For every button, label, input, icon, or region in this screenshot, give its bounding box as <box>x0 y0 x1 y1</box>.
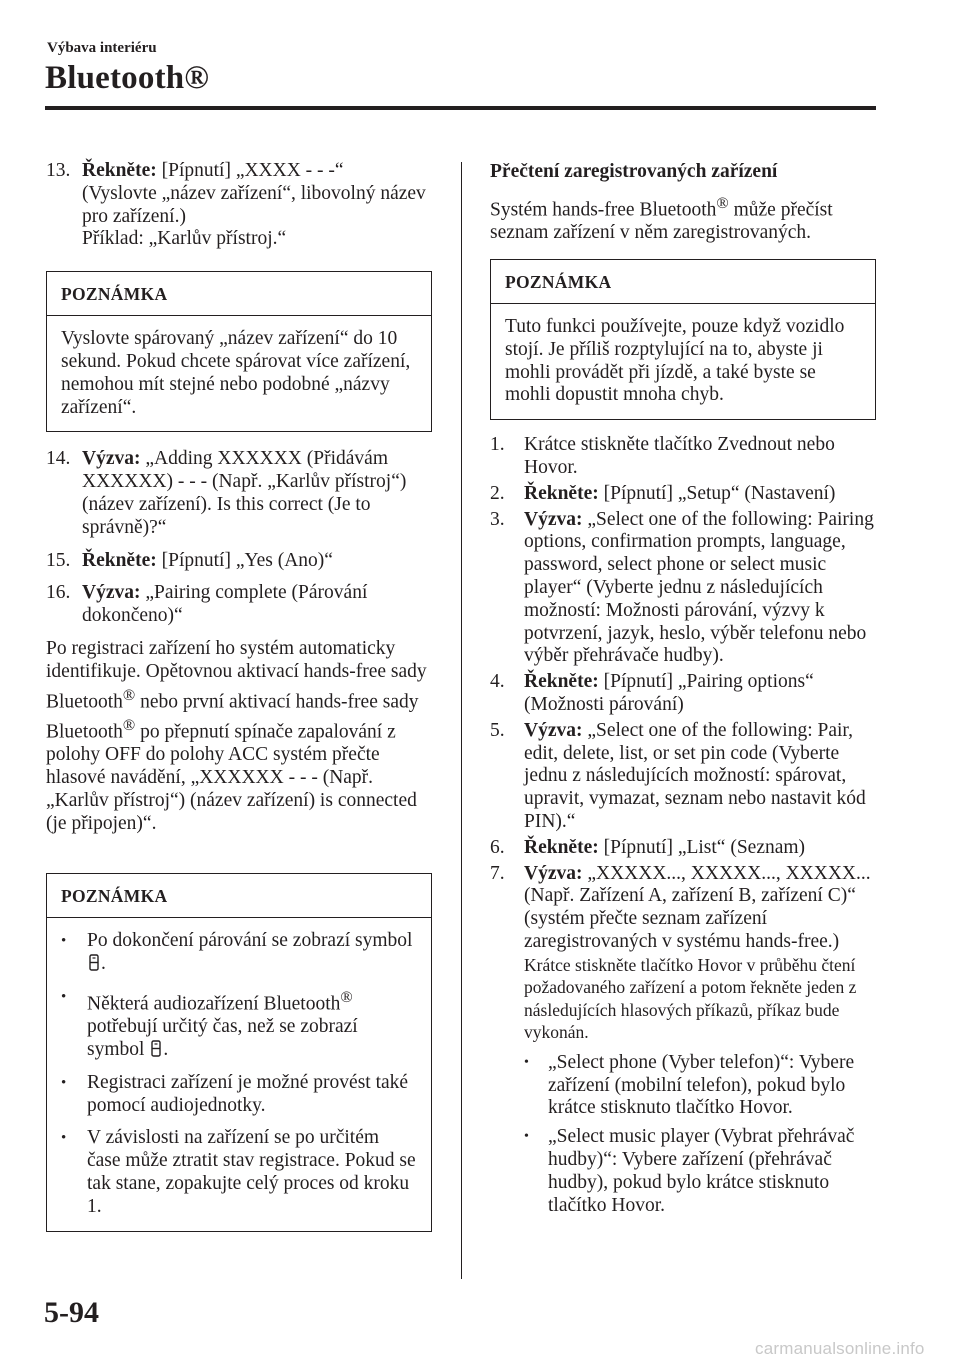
paragraph-text: po přepnutí spínače zapalování z polohy OFF do polohy ACC systém přečte hlasové navádění, „XXXXXX - - - (Např. „Karlův přístroj“) (název zařízení) is connected (je připojen)“. <box>46 721 417 834</box>
list-item-text: . <box>101 953 106 975</box>
note-heading: POZNÁMKA <box>47 272 431 316</box>
bullet: • <box>61 933 67 950</box>
bullet: • <box>61 1130 67 1147</box>
step-text: „Select one of the following: Pairing options, confirmation prompts, language, password, select phone or select music player“ (Vyberte jednu z následujících možností: Možnosti párování, výzvy k potvrzení, jazyk, heslo, výběr telefonu nebo výběr přehrávače hudby). <box>524 508 874 667</box>
paragraph <box>46 638 432 835</box>
step-4 <box>490 671 876 717</box>
step-keyword: Výzva: <box>82 448 141 470</box>
list-item-text: „Select phone (Vyber telefon)“: Vybere zařízení (mobilní telefon), pokud bylo krátce stisknuto tlačítko Hovor. <box>548 1051 855 1119</box>
step-number: 15. <box>46 549 71 571</box>
bluetooth-device-icon <box>151 1040 161 1057</box>
step-text: Krátce stiskněte tlačítko Zvednout nebo Hovor. <box>524 434 835 479</box>
bullet: • <box>524 1054 529 1070</box>
step-number: 16. <box>46 582 71 604</box>
note-box <box>490 259 876 420</box>
registered-mark: ® <box>122 715 136 734</box>
title-rule <box>45 106 876 110</box>
step-number: 2. <box>490 482 505 504</box>
step-text: (Vyslovte „název zařízení“, libovolný název pro zařízení.) <box>82 182 426 227</box>
section-label: Výbava interiéru <box>47 40 157 56</box>
registered-mark: ® <box>716 194 729 212</box>
page-number: 5-94 <box>44 1296 99 1329</box>
list-item-text: Registraci zařízení je možné provést také pomocí audiojednotky. <box>87 1071 409 1116</box>
column-divider <box>461 162 462 1279</box>
bullet: • <box>61 988 67 1005</box>
list-item <box>524 1126 876 1217</box>
list-item-text: potřebují určitý čas, než se zobrazí symbol <box>87 1016 358 1061</box>
paragraph-text: nebo první aktivací hands-free sady Bluetooth <box>46 691 419 743</box>
step-number: 13. <box>46 160 71 181</box>
intro-paragraph <box>490 192 876 245</box>
step-text: „XXXXX..., XXXXX..., XXXXX... (Např. Zařízení A, zařízení B, zařízení C)“ (systém přečte seznam zařízení zaregistrovaných v systému hands-free.) <box>524 862 871 953</box>
list-item <box>61 1127 417 1218</box>
step-keyword: Výzva: <box>82 582 141 604</box>
step-keyword: Řekněte: <box>524 671 599 693</box>
bullet: • <box>524 1129 529 1145</box>
step-keyword: Výzva: <box>524 862 583 884</box>
list-item-text: Některá audiozařízení Bluetooth <box>87 993 341 1015</box>
step-number: 14. <box>46 448 71 470</box>
step-number: 1. <box>490 434 505 456</box>
list-item <box>61 1072 417 1118</box>
bluetooth-device-icon <box>89 954 99 971</box>
step-note: Krátce stiskněte tlačítko Hovor v průběhu čtení požadovaného zařízení a potom řekněte jeden z následujících hlasových příkazů, příkaz bude vykonán. <box>524 954 857 1043</box>
step-number: 6. <box>490 836 505 858</box>
step-text: [Pípnutí] „Setup“ (Nastavení) <box>603 482 836 504</box>
step-text: [Pípnutí] „List“ (Seznam) <box>603 836 806 858</box>
list-item-text: . <box>163 1039 169 1061</box>
step-text: „Pairing complete (Párování dokončeno)“ <box>82 582 368 627</box>
step-text: „Select one of the following: Pair, edit, delete, list, or set pin code (Vyberte jednu z následujících možností: spárovat, upravit, vymazat, seznam nebo nastavit kód PIN).“ <box>524 719 866 833</box>
note-body: Vyslovte spárovaný „název zařízení“ do 10 sekund. Pokud chcete spárovat více zařízení, nemohou mít stejné nebo podobné „názvy zařízení“. <box>61 328 411 418</box>
step-3 <box>490 509 876 669</box>
bullet: • <box>61 1074 67 1091</box>
step-5 <box>490 720 876 834</box>
list-item <box>524 1052 876 1120</box>
step-text: Příklad: „Karlův přístroj.“ <box>82 228 287 250</box>
list-item-text: „Select music player (Vybrat přehrávač hudby)“: Vybere zařízení (přehrávač hudby), pokud bylo krátce stisknuto tlačítko Hovor. <box>548 1126 855 1216</box>
note-box <box>46 271 432 432</box>
list-item <box>61 986 417 1062</box>
paragraph-text: Systém hands-free Bluetooth <box>490 199 717 221</box>
note-heading: POZNÁMKA <box>47 874 431 918</box>
step-text: [Pípnutí] „Yes (Ano)“ <box>161 549 333 571</box>
step-text: „Adding XXXXXX (Přidávám XXXXXX) - - - (Např. „Karlův přístroj“) (název zařízení). Is this correct (Je to správně)?“ <box>82 448 407 538</box>
list-item-text: Po dokončení párování se zobrazí symbol <box>87 930 413 952</box>
step-keyword: Řekněte: <box>524 482 599 504</box>
step-16 <box>46 582 432 628</box>
step-number: 5. <box>490 719 505 741</box>
paragraph-text: Po registraci zařízení ho systém automaticky identifikuje. Opětovnou aktivací hands-free sady Bluetooth <box>46 637 427 713</box>
step-keyword: Řekněte: <box>82 549 157 571</box>
step-number: 4. <box>490 671 505 693</box>
step-14 <box>46 448 432 539</box>
page-title: Bluetooth® <box>45 60 210 96</box>
left-column <box>46 160 432 1232</box>
step-7 <box>490 863 876 1224</box>
list-item-text: V závislosti na zařízení se po určitém čase může ztratit stav registrace. Pokud se tak stane, zopakujte celý proces od kroku 1. <box>87 1127 416 1217</box>
step-keyword: Výzva: <box>524 719 583 741</box>
step-keyword: Řekněte: <box>82 160 157 181</box>
step-6 <box>490 837 876 860</box>
note-body: Tuto funkci používejte, pouze když vozidlo stojí. Je příliš rozptylující na to, abyste ji mohli provádět při jízdě, a také byste se mohli dopustit mnoha chyb. <box>505 316 845 406</box>
note-box <box>46 873 432 1231</box>
step-1 <box>490 434 876 480</box>
step-text: [Pípnutí] „Pairing options“ (Možnosti párování) <box>524 671 814 716</box>
watermark: carmanualsonline.info <box>755 1339 925 1358</box>
step-number: 3. <box>490 508 505 530</box>
step-keyword: Řekněte: <box>524 836 599 858</box>
note-body <box>47 918 431 1230</box>
step-2 <box>490 483 876 506</box>
note-heading: POZNÁMKA <box>491 260 875 304</box>
step-13 <box>46 160 432 251</box>
list-item <box>61 930 417 976</box>
step-number: 7. <box>490 862 505 884</box>
registered-mark: ® <box>340 987 353 1006</box>
registered-mark: ® <box>122 685 136 704</box>
right-column <box>490 160 876 1226</box>
step-15 <box>46 550 432 573</box>
paragraph-text: může přečíst seznam zařízení v něm zaregistrovaných. <box>490 199 833 244</box>
step-text: [Pípnutí] „XXXX - - -“ <box>161 160 344 181</box>
section-heading: Přečtení zaregistrovaných zařízení <box>490 161 778 182</box>
step-keyword: Výzva: <box>524 508 583 530</box>
